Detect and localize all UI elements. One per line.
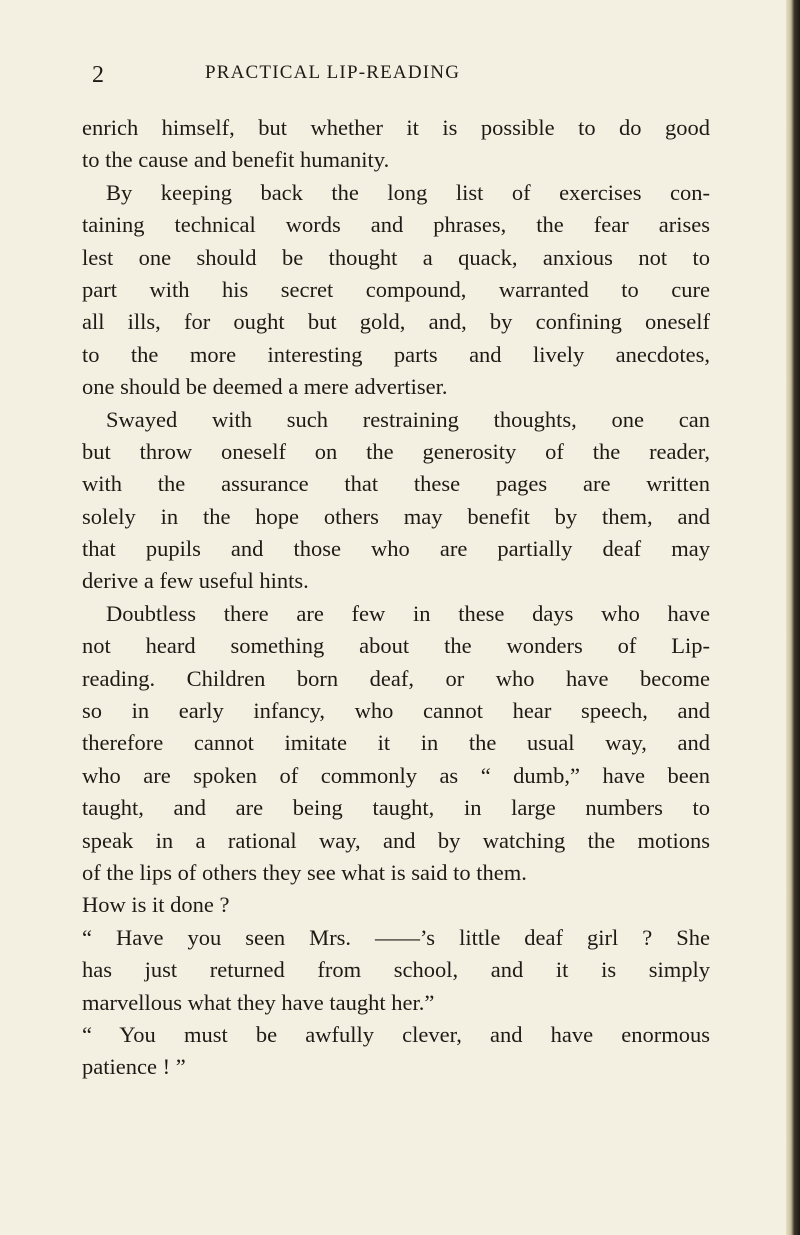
text-line: derive a few useful hints. [82, 568, 309, 594]
text-line: taught, and are being taught, in large numbers to [82, 795, 710, 821]
text-line: By keeping back the long list of exercises con- [106, 179, 710, 205]
text-line: reading. Children born deaf, or who have become [82, 665, 710, 691]
text-line: “ You must be awfully clever, and have enormous [82, 1021, 710, 1047]
text-line: How is it done ? [82, 892, 230, 918]
text-line: lest one should be thought a quack, anxious not to [82, 244, 710, 270]
text-line: so in early infancy, who cannot hear speech, and [82, 698, 710, 724]
text-line: of the lips of others they see what is said to them. [82, 859, 527, 885]
text-line: enrich himself, but whether it is possible to do good [82, 115, 710, 140]
text-line: but throw oneself on the generosity of the reader, [82, 438, 710, 464]
text-line: to the cause and benefit humanity. [82, 147, 390, 173]
text-line: speak in a rational way, and by watching the motions [82, 827, 710, 853]
text-line: therefore cannot imitate it in the usual way, and [82, 730, 710, 756]
page-edge-shadow [786, 0, 800, 1235]
text-line: “ Have you seen Mrs. ——’s little deaf girl ? She [82, 924, 710, 950]
text-line: has just returned from school, and it is simply [82, 957, 710, 983]
text-line: part with his secret compound, warranted to cure [82, 276, 710, 302]
text-line: with the assurance that these pages are written [82, 471, 710, 497]
text-line: not heard something about the wonders of Lip- [82, 633, 710, 659]
text-line: patience ! ” [82, 1054, 186, 1080]
text-line: that pupils and those who are partially deaf may [82, 536, 710, 562]
body-text [82, 112, 710, 1084]
text-line: Swayed with such restraining thoughts, one can [106, 406, 710, 432]
text-line: taining technical words and phrases, the fear arises [82, 212, 710, 238]
page-header [92, 62, 552, 88]
page-number: 2 [92, 62, 105, 88]
text-line: who are spoken of commonly as “ dumb,” have been [82, 762, 710, 788]
text-line: Doubtless there are few in these days who have [106, 600, 710, 626]
running-title: PRACTICAL LIP-READING [205, 62, 461, 83]
text-line: all ills, for ought but gold, and, by confining oneself [82, 309, 710, 335]
text-line: to the more interesting parts and lively anecdotes, [82, 341, 710, 367]
text-line: solely in the hope others may benefit by them, and [82, 503, 710, 529]
text-line: marvellous what they have taught her.” [82, 989, 435, 1015]
text-line: one should be deemed a mere advertiser. [82, 374, 448, 400]
